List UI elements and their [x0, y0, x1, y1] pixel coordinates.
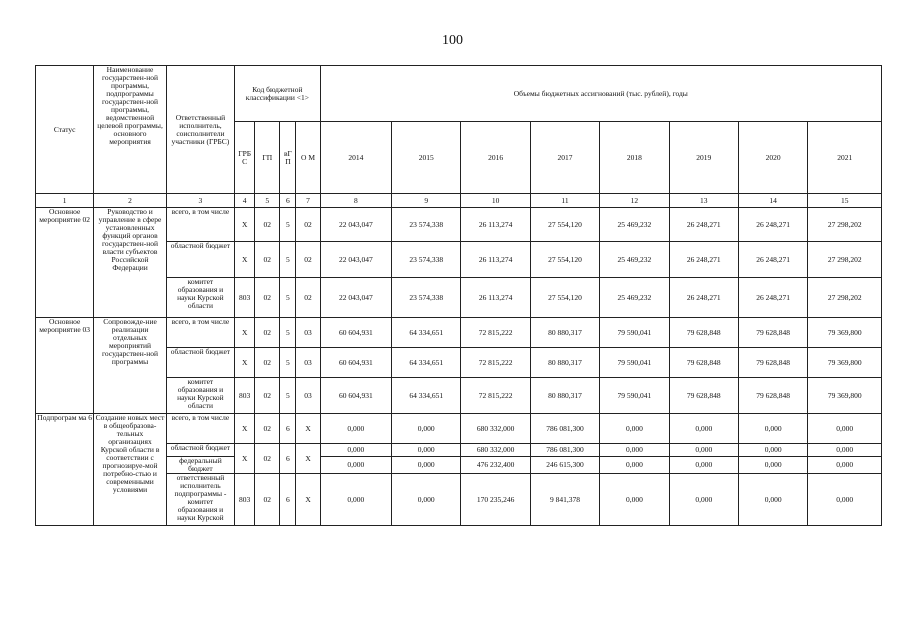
- row-value: 79 369,800: [808, 348, 882, 378]
- row-value: 23 574,338: [392, 208, 461, 242]
- row-source: областной бюджет: [166, 242, 234, 278]
- row-code-om: Х: [296, 444, 320, 474]
- row-value: 27 554,120: [530, 208, 599, 242]
- row-value: 0,000: [392, 444, 461, 457]
- row-source: комитет образования и науки Курской области: [166, 278, 234, 318]
- row-code-pgp: 5: [280, 208, 296, 242]
- row-value: 0,000: [808, 474, 882, 526]
- row-value: 0,000: [320, 414, 391, 444]
- row-value: 80 880,317: [530, 378, 599, 414]
- row-value: 22 043,047: [320, 242, 391, 278]
- row-value: 680 332,000: [461, 414, 530, 444]
- row-code-grbs: Х: [235, 444, 255, 474]
- row-code-gp: 02: [255, 208, 280, 242]
- row-name: Руководство и управление в сфере установленных функций органов государствен-ной власти субъектов Российской Федерации: [94, 208, 166, 318]
- row-code-om: Х: [296, 414, 320, 444]
- row-value: 72 815,222: [461, 378, 530, 414]
- row-value: 25 469,232: [600, 208, 669, 242]
- row-value: 79 590,041: [600, 378, 669, 414]
- row-code-gp: 02: [255, 278, 280, 318]
- row-name: Сопровожде-ние реализации отдельных мероприятий государствен-ной программы: [94, 318, 166, 414]
- row-value: 0,000: [600, 444, 669, 457]
- row-code-pgp: 5: [280, 318, 296, 348]
- row-code-gp: 02: [255, 444, 280, 474]
- header-year: 2016: [461, 122, 530, 194]
- header-code-pgp: вГ П: [280, 122, 296, 194]
- header-row-top: [36, 66, 882, 122]
- row-value: 64 334,651: [392, 318, 461, 348]
- header-year: 2021: [808, 122, 882, 194]
- row-value: 0,000: [808, 444, 882, 457]
- page-number: 100: [442, 33, 463, 48]
- row-value: 0,000: [320, 474, 391, 526]
- row-value: 0,000: [669, 457, 738, 474]
- row-value: 0,000: [320, 444, 391, 457]
- column-number: 4: [235, 194, 255, 208]
- row-value: 22 043,047: [320, 278, 391, 318]
- column-number: 9: [392, 194, 461, 208]
- row-code-pgp: 5: [280, 278, 296, 318]
- row-value: 0,000: [669, 474, 738, 526]
- row-code-gp: 02: [255, 378, 280, 414]
- row-value: 79 628,848: [738, 378, 807, 414]
- row-value: 80 880,317: [530, 348, 599, 378]
- column-number: 12: [600, 194, 669, 208]
- row-value: 23 574,338: [392, 278, 461, 318]
- row-status: Основное мероприятие 02: [36, 208, 94, 318]
- row-value: 25 469,232: [600, 278, 669, 318]
- row-value: 27 554,120: [530, 278, 599, 318]
- column-number: 3: [166, 194, 234, 208]
- row-code-grbs: Х: [235, 242, 255, 278]
- row-value: 0,000: [600, 457, 669, 474]
- header-name: Наименование государствен-ной программы, подпрограммы государствен-ной программы, ведомственной целевой программы, основного мероприятия: [94, 66, 166, 194]
- row-value: 79 590,041: [600, 348, 669, 378]
- row-value: 0,000: [808, 457, 882, 474]
- row-value: 9 841,378: [530, 474, 599, 526]
- row-value: 26 113,274: [461, 208, 530, 242]
- row-code-om: 03: [296, 378, 320, 414]
- row-code-grbs: Х: [235, 318, 255, 348]
- column-number: 8: [320, 194, 391, 208]
- row-code-pgp: 6: [280, 414, 296, 444]
- row-code-grbs: 803: [235, 278, 255, 318]
- table-row: [36, 414, 882, 444]
- row-code-pgp: 6: [280, 444, 296, 474]
- row-code-om: 02: [296, 278, 320, 318]
- row-code-pgp: 6: [280, 474, 296, 526]
- row-value: 0,000: [600, 474, 669, 526]
- row-value: 26 248,271: [738, 278, 807, 318]
- header-executor: Ответственный исполнитель, соисполнители участники (ГРБС): [166, 66, 234, 194]
- header-volumes: Объемы бюджетных ассигнований (тыс. рублей), годы: [320, 66, 881, 122]
- row-value: 27 554,120: [530, 242, 599, 278]
- row-value: 26 113,274: [461, 242, 530, 278]
- table-row: [36, 318, 882, 348]
- row-value: 22 043,047: [320, 208, 391, 242]
- column-number: 7: [296, 194, 320, 208]
- column-number: 11: [530, 194, 599, 208]
- row-value: 60 604,931: [320, 348, 391, 378]
- column-number: 2: [94, 194, 166, 208]
- row-value: 60 604,931: [320, 378, 391, 414]
- header-year: 2019: [669, 122, 738, 194]
- row-value: 0,000: [738, 474, 807, 526]
- row-code-grbs: Х: [235, 208, 255, 242]
- row-value: 79 369,800: [808, 318, 882, 348]
- row-value: 27 298,202: [808, 242, 882, 278]
- row-value: 0,000: [738, 457, 807, 474]
- row-value: 27 298,202: [808, 278, 882, 318]
- row-code-om: 02: [296, 208, 320, 242]
- column-number: 10: [461, 194, 530, 208]
- row-code-om: 03: [296, 318, 320, 348]
- column-number: 13: [669, 194, 738, 208]
- row-value: 79 628,848: [669, 318, 738, 348]
- column-number: 14: [738, 194, 807, 208]
- header-year: 2020: [738, 122, 807, 194]
- row-value: 79 628,848: [738, 348, 807, 378]
- row-status: Основное мероприятие 03: [36, 318, 94, 414]
- row-source: федеральный бюджет: [166, 457, 234, 474]
- row-value: 786 081,300: [530, 444, 599, 457]
- row-value: 64 334,651: [392, 348, 461, 378]
- row-value: 0,000: [738, 414, 807, 444]
- header-year: 2014: [320, 122, 391, 194]
- row-value: 23 574,338: [392, 242, 461, 278]
- row-value: 0,000: [392, 457, 461, 474]
- row-code-om: 03: [296, 348, 320, 378]
- column-numbers-row: [36, 194, 882, 208]
- column-number: 5: [255, 194, 280, 208]
- row-value: 0,000: [392, 414, 461, 444]
- budget-table: [35, 65, 882, 526]
- row-source: ответственный исполнитель подпрограммы - комитет образования и науки Курской: [166, 474, 234, 526]
- row-value: 680 332,000: [461, 444, 530, 457]
- row-code-pgp: 5: [280, 242, 296, 278]
- row-value: 786 081,300: [530, 414, 599, 444]
- row-code-om: Х: [296, 474, 320, 526]
- row-value: 0,000: [392, 474, 461, 526]
- header-year: 2015: [392, 122, 461, 194]
- column-number: 15: [808, 194, 882, 208]
- table-row: [36, 208, 882, 242]
- row-value: 27 298,202: [808, 208, 882, 242]
- column-number: 6: [280, 194, 296, 208]
- column-number: 1: [36, 194, 94, 208]
- row-value: 64 334,651: [392, 378, 461, 414]
- row-code-pgp: 5: [280, 348, 296, 378]
- row-value: 0,000: [320, 457, 391, 474]
- row-value: 0,000: [738, 444, 807, 457]
- row-source: областной бюджет: [166, 348, 234, 378]
- header-year: 2017: [530, 122, 599, 194]
- row-value: 79 628,848: [669, 348, 738, 378]
- row-value: 72 815,222: [461, 318, 530, 348]
- header-code: Код бюджетной классификации <1>: [235, 66, 321, 122]
- header-year: 2018: [600, 122, 669, 194]
- row-source: всего, в том числе: [166, 414, 234, 444]
- row-value: 26 248,271: [738, 208, 807, 242]
- row-source: комитет образования и науки Курской области: [166, 378, 234, 414]
- row-value: 26 248,271: [738, 242, 807, 278]
- row-value: 170 235,246: [461, 474, 530, 526]
- row-value: 79 628,848: [738, 318, 807, 348]
- row-value: 80 880,317: [530, 318, 599, 348]
- header-code-om: О М: [296, 122, 320, 194]
- row-value: 0,000: [669, 414, 738, 444]
- header-status: Статус: [36, 66, 94, 194]
- row-code-pgp: 5: [280, 378, 296, 414]
- row-value: 26 113,274: [461, 278, 530, 318]
- row-name: Создание новых мест в общеобразова-тельных организациях Курской области в соответствии с прогнозируе-мой потребно-стью и современными условиями: [94, 414, 166, 526]
- row-code-gp: 02: [255, 242, 280, 278]
- row-value: 26 248,271: [669, 208, 738, 242]
- row-value: 79 628,848: [669, 378, 738, 414]
- row-code-grbs: Х: [235, 348, 255, 378]
- row-source: всего, в том числе: [166, 318, 234, 348]
- row-value: 476 232,400: [461, 457, 530, 474]
- row-value: 60 604,931: [320, 318, 391, 348]
- row-status: Подпрограм ма 6: [36, 414, 94, 526]
- row-value: 26 248,271: [669, 242, 738, 278]
- row-code-gp: 02: [255, 414, 280, 444]
- row-value: 79 590,041: [600, 318, 669, 348]
- row-code-grbs: Х: [235, 414, 255, 444]
- row-value: 72 815,222: [461, 348, 530, 378]
- row-value: 0,000: [600, 414, 669, 444]
- row-code-grbs: 803: [235, 378, 255, 414]
- row-code-gp: 02: [255, 474, 280, 526]
- row-value: 79 369,800: [808, 378, 882, 414]
- row-source: областной бюджет: [166, 444, 234, 457]
- row-code-grbs: 803: [235, 474, 255, 526]
- row-code-gp: 02: [255, 318, 280, 348]
- row-value: 246 615,300: [530, 457, 599, 474]
- row-value: 26 248,271: [669, 278, 738, 318]
- row-value: 0,000: [808, 414, 882, 444]
- row-value: 25 469,232: [600, 242, 669, 278]
- row-value: 0,000: [669, 444, 738, 457]
- row-code-gp: 02: [255, 348, 280, 378]
- row-source: всего, в том числе: [166, 208, 234, 242]
- row-code-om: 02: [296, 242, 320, 278]
- header-code-grbs: ГРБ С: [235, 122, 255, 194]
- header-code-gp: ГП: [255, 122, 280, 194]
